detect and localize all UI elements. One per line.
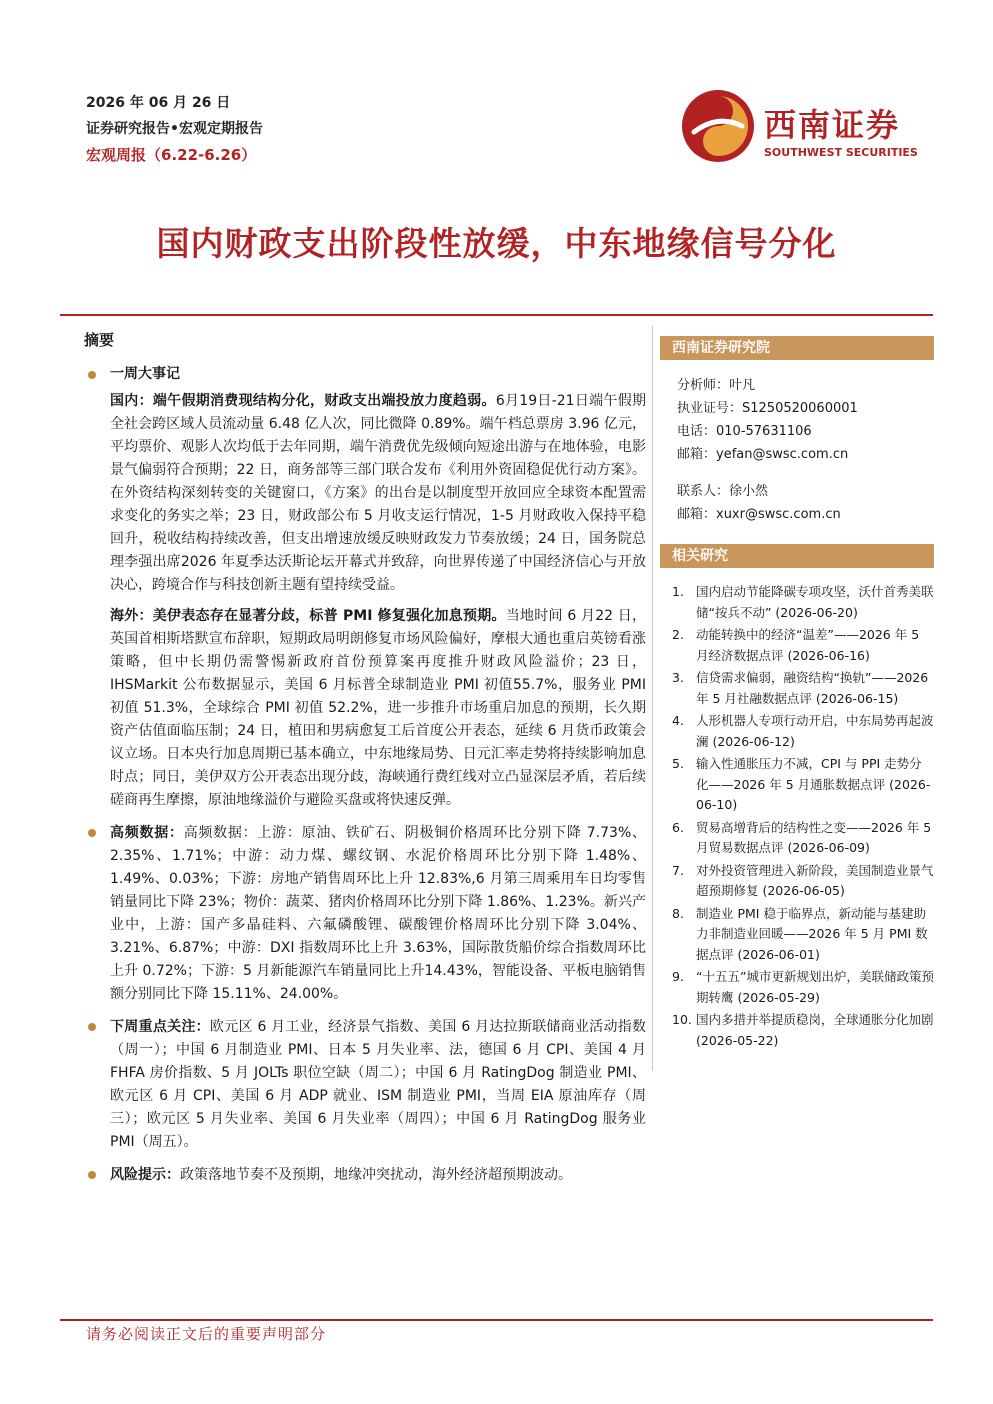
analyst-license: 执业证号：S1250520060001	[677, 401, 858, 416]
related-item[interactable]: 4. 人形机器人专项行动开启，中东局势再起波澜 (2026-06-12)	[672, 713, 934, 749]
risk-label: 风险提示：	[110, 1167, 180, 1183]
abstract-heading: 摘要	[84, 331, 115, 349]
company-logo	[676, 86, 926, 166]
sidebar	[660, 336, 934, 1053]
related-item[interactable]: 10. 国内多措并举提质稳岗，全球通胀分化加剧 (2026-05-22)	[672, 1012, 934, 1048]
week-events-block	[84, 364, 646, 812]
high-freq-paragraph	[110, 822, 646, 1006]
bullet-icon	[88, 1023, 96, 1031]
next-week-label: 下周重点关注：	[110, 1019, 210, 1035]
abstract-section	[84, 330, 646, 1197]
related-item[interactable]: 3. 信贷需求偏弱，融资结构“换轨”——2026 年 5 月社融数据点评 (2026-06-15)	[672, 670, 929, 706]
report-date: 2026 年 06 月 26 日	[86, 95, 231, 111]
next-week-body: 欧元区 6 月工业，经济景气指数、美国 6 月达拉斯联储商业活动指数（周一）；中国 6 月制造业 PMI、日本 5 月失业率、法，德国 6 月 CPI、美国 4 月 FHFA 房价指数、5 月 JOLTs 职位空缺（周二）；中国 6 月 RatingDog 制造业 PMI、欧元区 6 月 CPI、美国 6 月 ADP 就业、ISM 制造业 PMI，当周 EIA 原油库存（周三）；欧元区 5 月失业率、美国 6 月失业率（周四）；中国 6 月 RatingDog 服务业 PMI（周五）。	[110, 1019, 646, 1150]
report-series: 宏观周报（6.22-6.26）	[86, 146, 257, 164]
bullet-icon	[88, 1171, 96, 1179]
analyst-name: 分析师：叶凡	[677, 378, 756, 393]
bullet-icon	[88, 829, 96, 837]
next-week-block	[84, 1016, 646, 1154]
contact-info	[660, 374, 934, 526]
analyst-email[interactable]: 邮箱：yefan@swsc.com.cn	[677, 447, 849, 462]
related-item[interactable]: 7. 对外投资管理进入新阶段，美国制造业景气超预期修复 (2026-06-05)	[672, 862, 934, 898]
logo-name-en: SOUTHWEST SECURITIES	[764, 146, 918, 159]
related-research-list	[660, 582, 934, 1051]
related-item[interactable]: 5. 输入性通胀压力不减，CPI 与 PPI 走势分化——2026 年 5 月通胀数据点评 (2026-06-10)	[672, 756, 931, 812]
week-events-label: 一周大事记	[110, 366, 180, 382]
title-divider	[60, 314, 933, 316]
related-item[interactable]: 8. 制造业 PMI 稳于临界点，新动能与基建助力非制造业回暖——2026 年 5 月 PMI 数据点评 (2026-06-01)	[672, 905, 928, 962]
analyst-phone: 电话：010-57631106	[677, 424, 812, 439]
risk-paragraph	[110, 1164, 646, 1187]
overseas-paragraph	[110, 605, 646, 812]
footer-divider	[60, 1319, 933, 1321]
institute-bar: 西南证券研究院	[660, 336, 934, 360]
related-item[interactable]: 6. 贸易高增背后的结构性之变——2026 年 5 月贸易数据点评 (2026-06-09)	[672, 819, 932, 855]
related-item[interactable]: 1. 国内启动节能降碳专项攻坚，沃什首秀美联储“按兵不动” (2026-06-20)	[672, 584, 934, 620]
risk-block	[84, 1164, 646, 1187]
high-freq-label: 高频数据：	[110, 825, 184, 841]
overseas-body: 当地时间 6 月22 日，英国首相斯塔默宣布辞职，短期政局明朗修复市场风险偏好，摩根大通也重启英镑看涨策略，但中长期仍需警惕新政府首份预算案再度推升财政风险溢价；23 日，IHSMarkit 公布数据显示，美国 6 月标普全球制造业 PMI 初值55.7%，服务业 PMI 初值 51.3%，全球综合 PMI 初值 52.2%，进一步推升市场重启加息的预期，长久期资产估值面临压制；24 日，植田和男病愈复工后首度公开表态，延续 6 月货币政策会议立场。日本央行加息周期已基本确立，中东地缘局势、日元汇率走势将持续影响加息时点；同日，美伊双方公开表态出现分歧，海峡通行费红线对立凸显深层矛盾，若后续磋商再生摩擦，原油地缘溢价与避险买盘或将快速反弹。	[110, 608, 646, 808]
bullet-icon	[88, 371, 96, 379]
related-item[interactable]: 2. 动能转换中的经济“温差”——2026 年 5 月经济数据点评 (2026-06-16)	[672, 627, 920, 663]
domestic-head: 国内：端午假期消费现结构分化，财政支出端投放力度趋弱。	[110, 393, 496, 409]
high-freq-block	[84, 822, 646, 1006]
contact-person: 联系人：徐小然	[677, 484, 769, 499]
report-title: 国内财政支出阶段性放缓，中东地缘信号分化	[156, 224, 837, 263]
contact-email[interactable]: 邮箱：xuxr@swsc.com.cn	[677, 507, 841, 522]
high-freq-body: 高频数据：上游：原油、铁矿石、阴极铜价格周环比分别下降 7.73%、2.35%、1.71%；中游：动力煤、螺纹钢、水泥价格周环比分别下降 1.48%、1.49%、0.03%；下游：房地产销售周环比上升 12.83%,6 月第三周乘用车日均零售销量同比下降 23%；物价：蔬菜、猪肉价格周环比分别下降 1.86%、1.23%。新兴产业中，上游：国产多晶硅料、六氟磷酸锂、碳酸锂价格周环比分别下降 3.04%、3.21%、6.87%；中游：DXI 指数周环比上升 3.63%，国际散货船价综合指数周环比上升 0.72%；下游：5 月新能源汽车销量同比上升14.43%，智能设备、平板电脑销售额分别同比下降 15.11%、24.00%。	[110, 825, 646, 1002]
domestic-paragraph	[110, 390, 646, 597]
report-type: 证券研究报告•宏观定期报告	[86, 121, 263, 137]
related-research-bar: 相关研究	[660, 544, 934, 568]
risk-body: 政策落地节奏不及预期，地缘冲突扰动，海外经济超预期波动。	[180, 1167, 572, 1183]
overseas-head: 海外：美伊表态存在显著分歧，标普 PMI 修复强化加息预期。	[110, 608, 506, 624]
domestic-body: 6月19日-21日端午假期全社会跨区域人员流动量 6.48 亿人次，同比微降 0.89%。端午档总票房 3.96 亿元，平均票价、观影人次均低于去年同期，端午消费优先级倾向短途出游与在地体验，电影景气偏弱符合预期；22 日，商务部等三部门联合发布《利用外资固稳促优行动方案》。在外资结构深刻转变的关键窗口，《方案》的出台是以制度型开放回应全球资本配置需求变化的务实之举；23 日，财政部公布 5 月收支运行情况，1-5 月财政收入保持平稳回升，税收结构持续改善，但支出增速放缓反映财政发力节奏放缓；24 日，国务院总理李强出席2026 年夏季达沃斯论坛开幕式并致辞，向世界传递了中国经济信心与开放决心，跨境合作与科技创新主题有望持续受益。	[110, 393, 647, 593]
logo-name-cn: 西南证券	[764, 106, 901, 144]
related-item[interactable]: 9. “十五五”城市更新规划出炉，美联储政策预期转鹰 (2026-05-29)	[672, 969, 934, 1005]
footer-disclaimer: 请务必阅读正文后的重要声明部分	[86, 1325, 327, 1343]
next-week-paragraph	[110, 1016, 646, 1154]
logo-emblem-icon	[680, 88, 756, 164]
column-divider	[652, 326, 653, 1071]
